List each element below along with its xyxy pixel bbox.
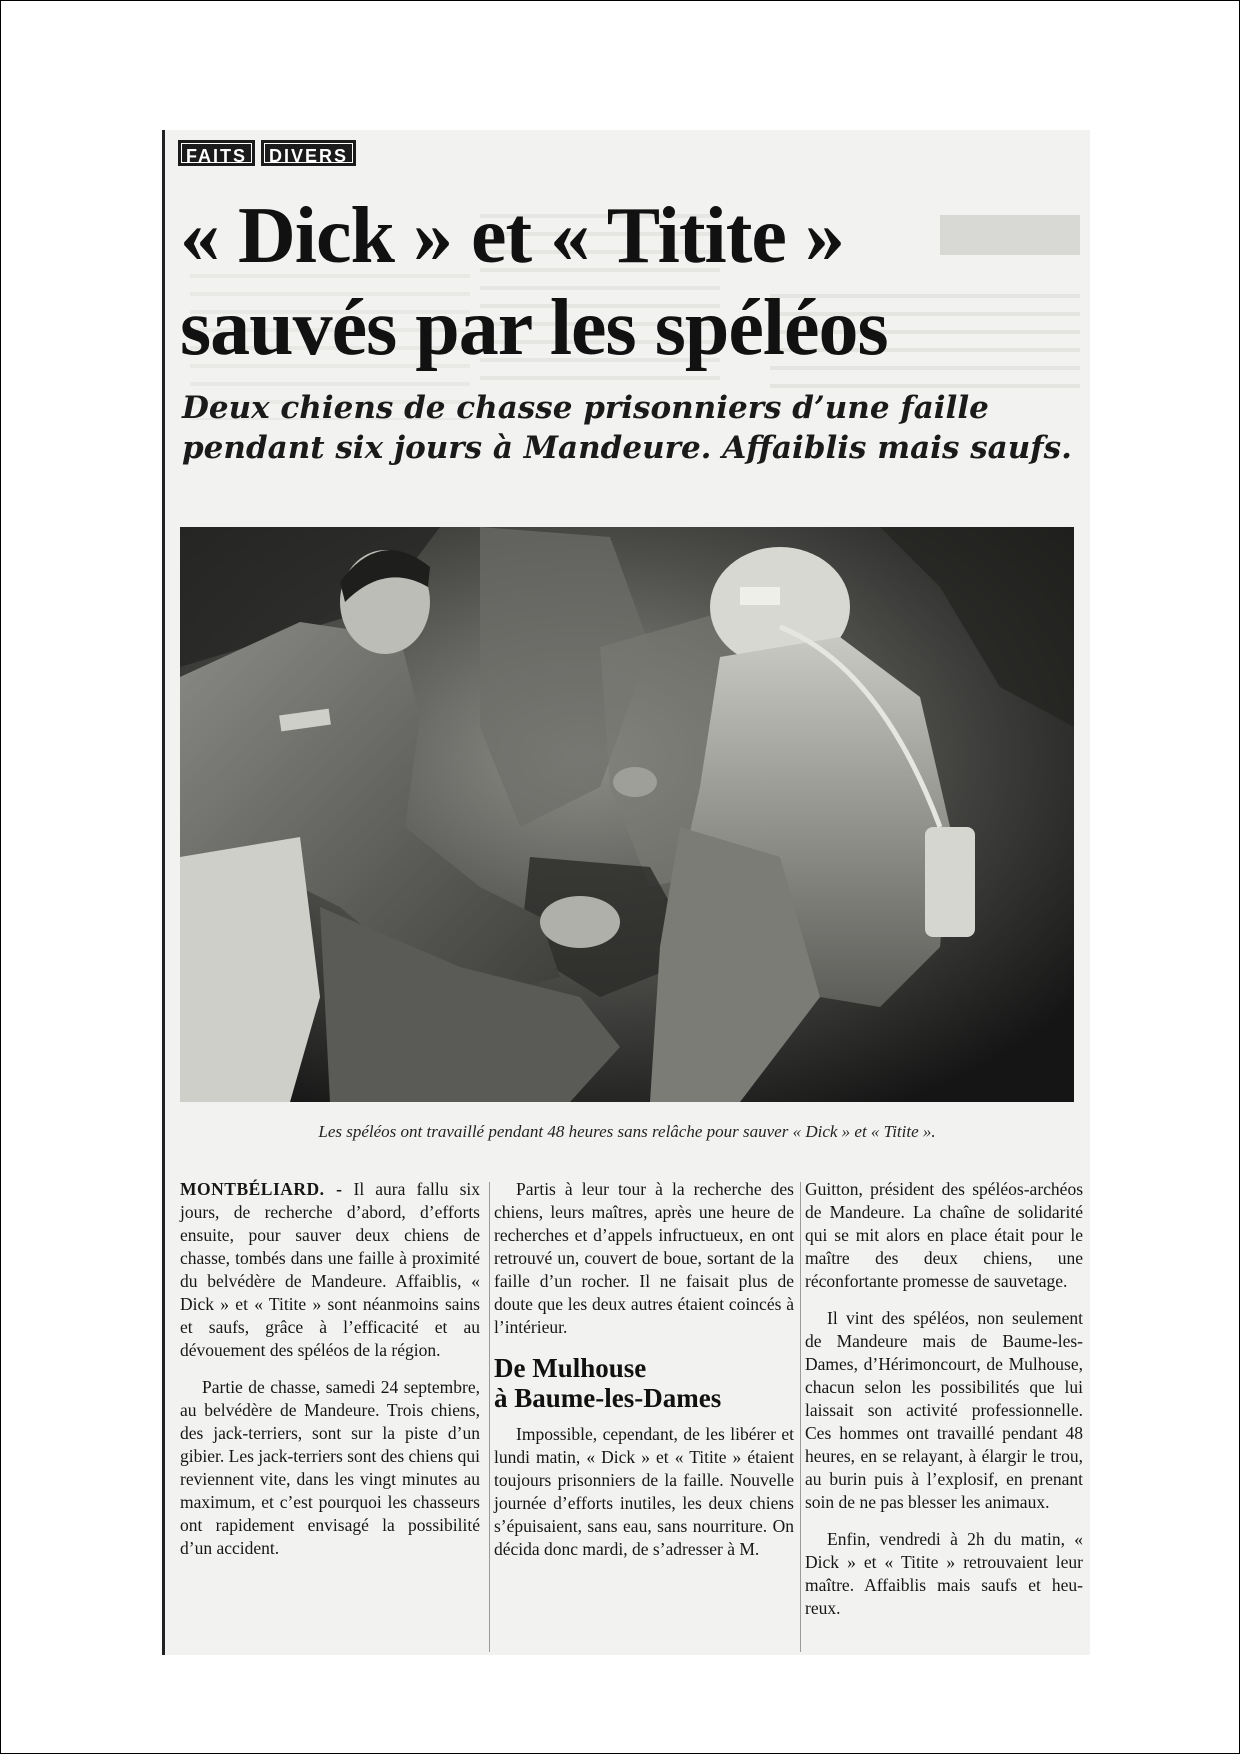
dateline: MONTBÉLIARD. - bbox=[180, 1179, 343, 1199]
cave-rescue-photo-illustration bbox=[180, 527, 1074, 1102]
column-3-paragraph-3: Enfin, vendredi à 2h du matin, « Dick » et « Titite » retrouvaient leur maître. Affaiblis mais saufs et heu-reux. bbox=[805, 1529, 1083, 1618]
subheading-line-1: De Mulhouse bbox=[494, 1353, 647, 1383]
photo-caption: Les spéléos ont travaillé pendant 48 heures sans relâche pour sauver « Dick » et « Titite ». bbox=[318, 1122, 936, 1141]
article-standfirst: Deux chiens de chasse prisonniers d’une faille pendant six jours à Mandeure. Affaiblis mais saufs. bbox=[182, 390, 1072, 466]
column-2-paragraph-1: Partis à leur tour à la recherche des chiens, leurs maîtres, après une heure de recherches et d’appels infructueux, en ont retrouvé un, couvert de boue, sortant de la faille d’un rocher. Il ne faisait plus de doute que les deux autres étaient coincés à l’intérieur. bbox=[494, 1179, 794, 1337]
headline-line-2: sauvés par les spéléos bbox=[180, 284, 888, 372]
rubric-word-divers: DIVERS bbox=[261, 140, 356, 166]
article-subheading bbox=[494, 1353, 794, 1413]
article-column-3 bbox=[805, 1178, 1083, 1634]
headline-line-1: « Dick » et « Titite » bbox=[180, 192, 844, 280]
column-3-paragraph-1: Guitton, président des spéléos-archéos de Mandeure. La chaîne de solidarité qui se mit alors en place était pour le maître des deux chiens, une réconfortante promesse de sauvetage. bbox=[805, 1179, 1083, 1291]
article-headline bbox=[180, 190, 1080, 374]
column-divider-1 bbox=[489, 1182, 490, 1652]
column-1-paragraph-1-text: Il aura fallu six jours, de recherche d’abord, d’efforts ensuite, pour sauver deux chiens de chasse, tombés dans une faille à proximité du belvédère de Mandeure. Affaiblis, « Dick » et « Titite » sont néanmoins sains et saufs, grâce à l’efficacité et au dévouement des spéléos de la région. bbox=[180, 1179, 480, 1360]
section-rubric bbox=[178, 140, 356, 166]
column-1-paragraph-2: Partie de chasse, samedi 24 septembre, au belvédère de Mandeure. Trois chiens, des jack-terriers, sont sur la piste d’un gibier. Les jack-terriers sont des chiens qui reviennent vite, dans les vingt minutes au maximum, et c’est pourquoi les chasseurs ont rapidement envisagé la possibilité d’un accident. bbox=[180, 1377, 480, 1558]
article-photo bbox=[180, 527, 1074, 1102]
column-divider-2 bbox=[800, 1182, 801, 1652]
rubric-word-faits: FAITS bbox=[178, 140, 255, 166]
subheading-line-2: à Baume-les-Dames bbox=[494, 1383, 722, 1413]
clipping-left-rule bbox=[162, 130, 165, 1655]
column-2-paragraph-2: Impossible, cependant, de les libérer et lundi matin, « Dick » et « Titite » étaient toujours prisonniers de la faille. Nouvelle journée d’efforts inutiles, les deux chiens s’épuisaient, sans eau, sans nourriture. On décida donc mardi, de s’adresser à M. bbox=[494, 1424, 794, 1559]
article-column-2 bbox=[494, 1178, 794, 1575]
column-3-paragraph-2: Il vint des spéléos, non seulement de Mandeure mais de Baume-les-Dames, d’Hérimoncourt, de Mulhouse, chacun selon les possibilités que lui laissait son activité professionnelle. Ces hommes ont travaillé pendant 48 heures, en se relayant, à élargir le trou, au burin puis à l’explosif, en prenant soin de ne pas blesser les animaux. bbox=[805, 1308, 1083, 1512]
column-1-paragraph-1 bbox=[180, 1178, 480, 1362]
article-column-1 bbox=[180, 1178, 480, 1574]
